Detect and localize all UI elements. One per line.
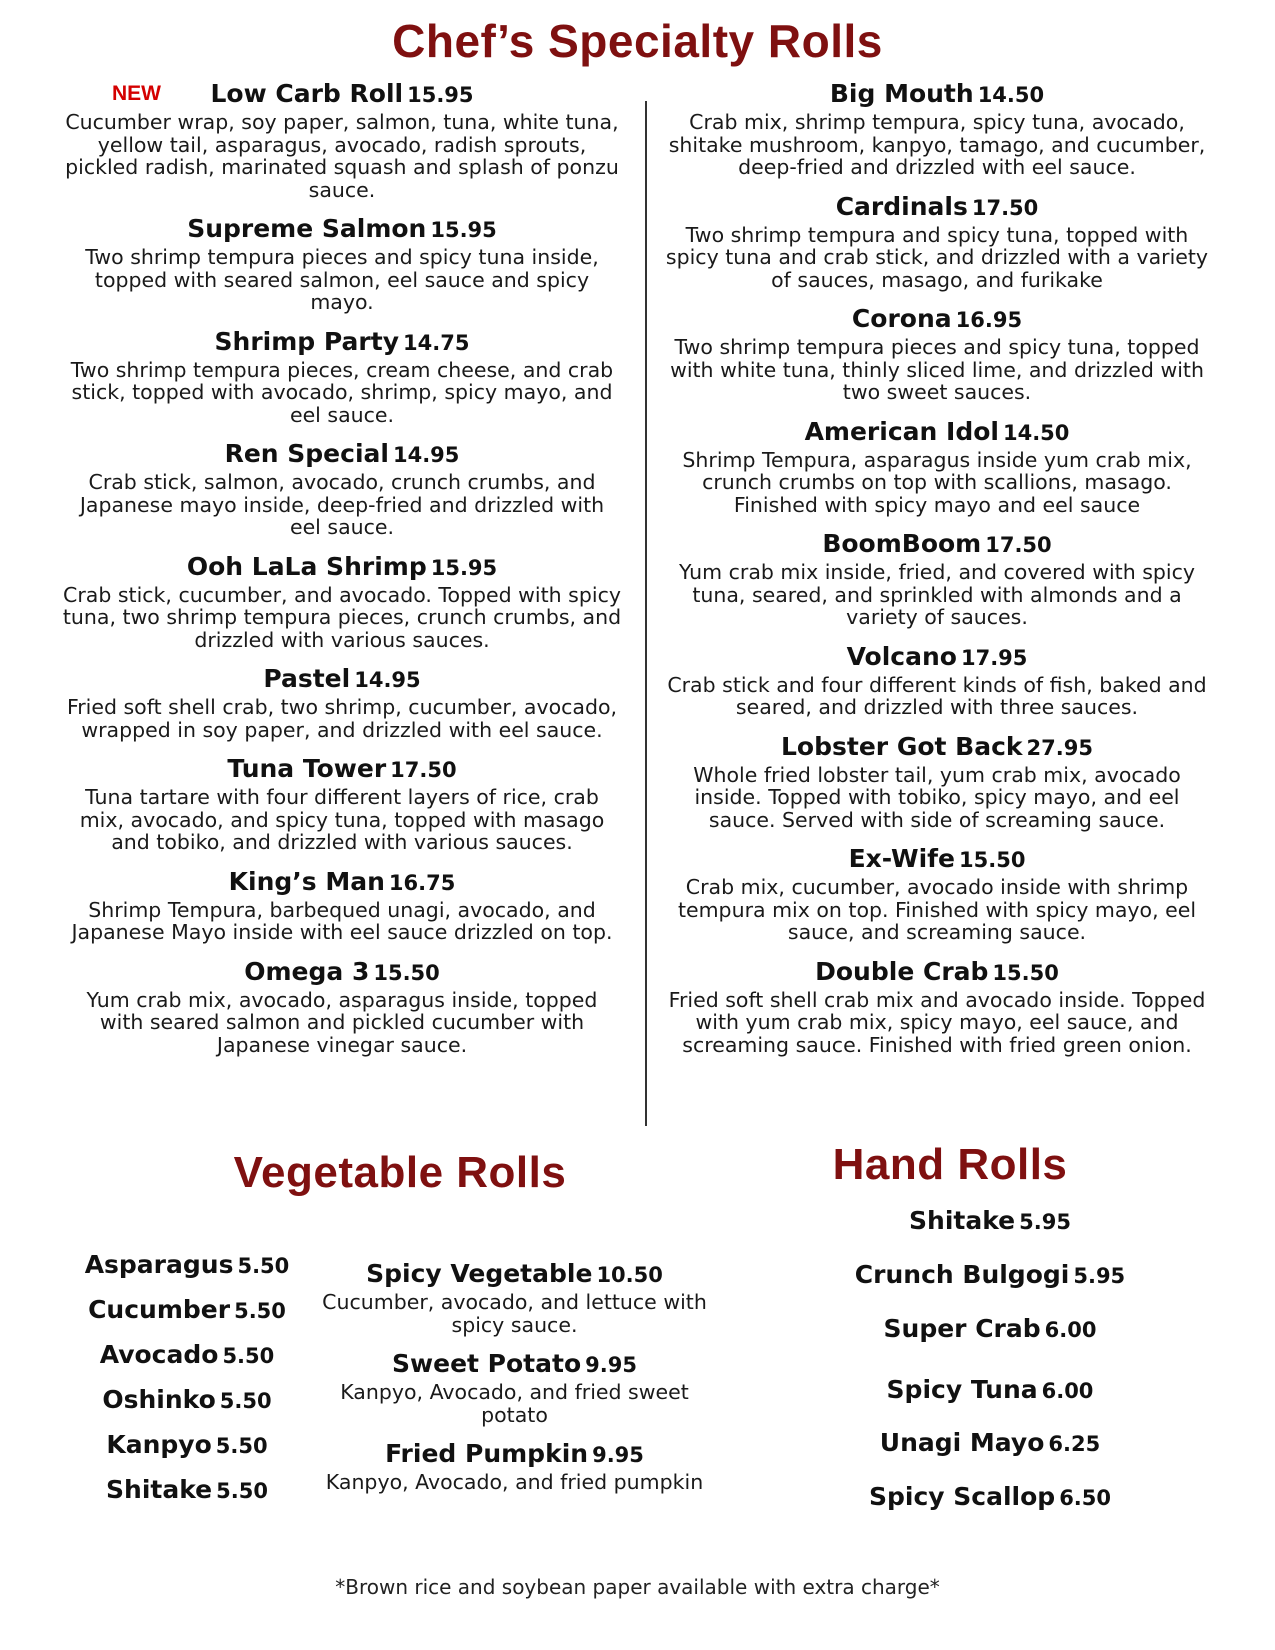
menu-item [62,755,622,854]
item-name: Omega 3 [244,956,370,986]
item-name: Ex-Wife [848,844,955,873]
item-name: Crunch Bulgogi [854,1260,1070,1289]
item-price: 16.75 [388,870,456,895]
vegetable-rolls-title: Vegetable Rolls [233,1148,567,1197]
item-name: Big Mouth [829,79,974,108]
item-price: 10.50 [596,1263,663,1287]
item-name: Fried Pumpkin [385,1439,589,1468]
item-name: Spicy Tuna [886,1375,1038,1404]
item-name: Pastel [263,664,351,693]
item-price: 9.95 [592,1443,644,1467]
item-name: Lobster Got Back [781,731,1023,761]
vegetable-described-list [312,1260,717,1508]
item-name: Shrimp Party [214,326,399,356]
item-description: Crab stick and four different kinds of fish, baked and seared, and drizzled with three sauces. [667,672,1207,719]
menu-item [662,643,1212,719]
list-item [62,1332,312,1377]
new-badge: NEW [112,82,161,105]
item-price: 5.50 [237,1254,290,1278]
item-description: Crab stick, salmon, avocado, crunch crumbs, and Japanese mayo inside, deep-fried and drizzled with eel sauce. [79,470,605,539]
item-price: 17.50 [971,195,1039,220]
item-description: Fried soft shell crab mix and avocado inside. Topped with yum crab mix, spicy mayo, eel sauce, and screaming sauce. Finished with fried green onion. [668,987,1206,1057]
item-price: 16.95 [955,308,1023,332]
item-description: Crab mix, shrimp tempura, spicy tuna, avocado, shitake mushroom, kanpyo, tamago, and cucumber, deep-fried and drizzled with eel sauce. [668,110,1206,179]
menu-item [662,958,1212,1057]
item-description: Two shrimp tempura pieces, cream cheese, and crab stick, topped with avocado, shrimp, spicy mayo, and eel sauce. [70,357,614,427]
item-price: 6.00 [1041,1379,1094,1403]
menu-item [662,80,1212,179]
item-name: Kanpyo [106,1430,212,1459]
list-item [790,1205,1190,1240]
item-name: Sweet Potato [392,1349,582,1378]
item-description: Two shrimp tempura pieces and spicy tuna inside, topped with seared salmon, eel sauce and spicy mayo. [85,245,599,314]
item-name: Cardinals [835,191,968,221]
item-name: Avocado [99,1340,219,1369]
item-price: 15.50 [959,848,1026,872]
item-price: 15.50 [992,960,1059,985]
list-item [790,1259,1190,1294]
item-price: 17.50 [985,533,1052,557]
list-item [790,1374,1190,1409]
item-name: Corona [851,304,952,333]
item-description: Tuna tartare with four different layers of rice, crab mix, avocado, and spicy tuna, topped with masago and tobiko, and drizzled with various sauces. [79,785,605,854]
list-item [790,1313,1190,1348]
menu-item [62,440,622,539]
item-price: 5.50 [219,1389,272,1413]
vegetable-simple-list [62,1242,312,1512]
item-price: 5.50 [222,1344,275,1368]
chef-specialty-title: Chef’s Specialty Rolls [392,15,883,67]
item-name: Supreme Salmon [187,214,427,243]
item-description: Crab mix, cucumber, avocado inside with shrimp tempura mix on top. Finished with spicy mayo, eel sauce, and screaming sauce. [677,875,1197,944]
item-name: Oshinko [102,1385,216,1414]
menu-item [662,305,1212,404]
item-name: Volcano [846,641,957,671]
menu-item [62,868,622,944]
menu-item [662,530,1212,629]
list-item [62,1467,312,1512]
footnote: *Brown rice and soybean paper available with extra charge* [335,1575,940,1599]
list-item [790,1481,1190,1516]
chef-right-column [662,80,1212,1070]
item-name: BoomBoom [822,529,982,558]
item-description: Cucumber wrap, soy paper, salmon, tuna, white tuna, yellow tail, asparagus, avocado, radish sprouts, pickled radish, marinated squash and splash of ponzu sauce. [65,110,619,202]
item-price: 15.50 [373,960,440,985]
item-price: 5.50 [216,1479,268,1503]
menu-item [62,80,622,201]
item-price: 5.95 [1019,1210,1071,1234]
item-price: 27.95 [1026,735,1093,760]
menu-item [312,1260,717,1336]
column-divider [645,101,647,1126]
list-item [62,1287,312,1332]
menu-item [662,193,1212,292]
item-description: Fried soft shell crab, two shrimp, cucumber, avocado, wrapped in soy paper, and drizzled with eel sauce. [66,695,618,742]
item-price: 6.00 [1044,1318,1097,1342]
item-name: Tuna Tower [227,754,387,783]
item-description: Kanpyo, Avocado, and fried sweet potato [340,1380,689,1427]
item-price: 14.50 [977,83,1045,107]
item-price: 15.95 [430,555,498,580]
item-name: Unagi Mayo [879,1428,1045,1457]
menu-item [62,665,622,741]
item-name: American Idol [804,416,999,446]
menu-item [662,845,1212,944]
item-price: 9.95 [585,1353,637,1377]
list-item [790,1427,1190,1462]
item-description: Shrimp Tempura, asparagus inside yum crab mix, crunch crumbs on top with scallions, masago. Finished with spicy mayo and eel sauce [682,447,1192,517]
item-price: 5.50 [234,1299,286,1323]
item-name: Double Crab [815,956,989,986]
item-price: 17.50 [390,758,457,782]
item-name: King’s Man [228,866,385,896]
item-description: Shrimp Tempura, barbequed unagi, avocado, and Japanese Mayo inside with eel sauce drizzled on top. [71,897,613,944]
menu-item [62,553,622,652]
item-name: Low Carb Roll [210,79,404,108]
menu-item [662,418,1212,517]
menu-item [312,1350,717,1426]
item-name: Cucumber [88,1295,231,1324]
item-price: 17.95 [960,645,1028,670]
item-name: Shitake [106,1475,213,1504]
item-description: Cucumber, avocado, and lettuce with spicy sauce. [322,1290,707,1337]
menu-item [662,733,1212,832]
item-name: Asparagus [84,1250,234,1279]
menu-item [62,328,622,427]
item-price: 14.95 [392,443,460,467]
item-description: Whole fried lobster tail, yum crab mix, avocado inside. Topped with tobiko, spicy mayo, and eel sauce. Served with side of screaming sauce. [693,762,1181,832]
item-description: Crab stick, cucumber, and avocado. Topped with spicy tuna, two shrimp tempura pieces, crunch crumbs, and drizzled with various sauces. [62,582,622,652]
item-price: 15.95 [430,218,497,242]
item-description: Kanpyo, Avocado, and fried pumpkin [325,1470,704,1494]
item-price: 14.75 [403,330,470,355]
item-description: Two shrimp tempura and spicy tuna, topped with spicy tuna and crab stick, and drizzled with a variety of sauces, masago, and furikake [665,222,1209,292]
item-description: Two shrimp tempura pieces and spicy tuna, topped with white tuna, thinly sliced lime, and drizzled with two sweet sauces. [670,335,1204,404]
menu-item [62,958,622,1057]
item-price: 5.50 [215,1434,268,1458]
item-price: 6.50 [1059,1486,1112,1510]
item-name: Ren Special [224,439,389,468]
item-name: Ooh LaLa Shrimp [186,551,427,581]
item-price: 14.95 [354,668,421,692]
item-description: Yum crab mix inside, fried, and covered with spicy tuna, seared, and sprinkled with almonds and a variety of sauces. [678,560,1196,629]
list-item [62,1377,312,1422]
menu-item [312,1440,717,1494]
item-name: Spicy Scallop [868,1482,1056,1511]
list-item [62,1422,312,1467]
menu-item [62,215,622,314]
chef-left-column [62,80,622,1070]
item-name: Spicy Vegetable [366,1259,593,1288]
hand-rolls-title: Hand Rolls [832,1140,1068,1189]
item-price: 5.95 [1073,1264,1126,1288]
item-price: 14.50 [1002,420,1070,445]
list-item [62,1242,312,1287]
item-name: Super Crab [883,1314,1041,1343]
item-description: Yum crab mix, avocado, asparagus inside, topped with seared salmon and pickled cucumber with Japanese vinegar sauce. [86,987,598,1057]
item-name: Shitake [909,1206,1016,1235]
item-price: 6.25 [1048,1432,1101,1456]
item-price: 15.95 [407,83,474,107]
